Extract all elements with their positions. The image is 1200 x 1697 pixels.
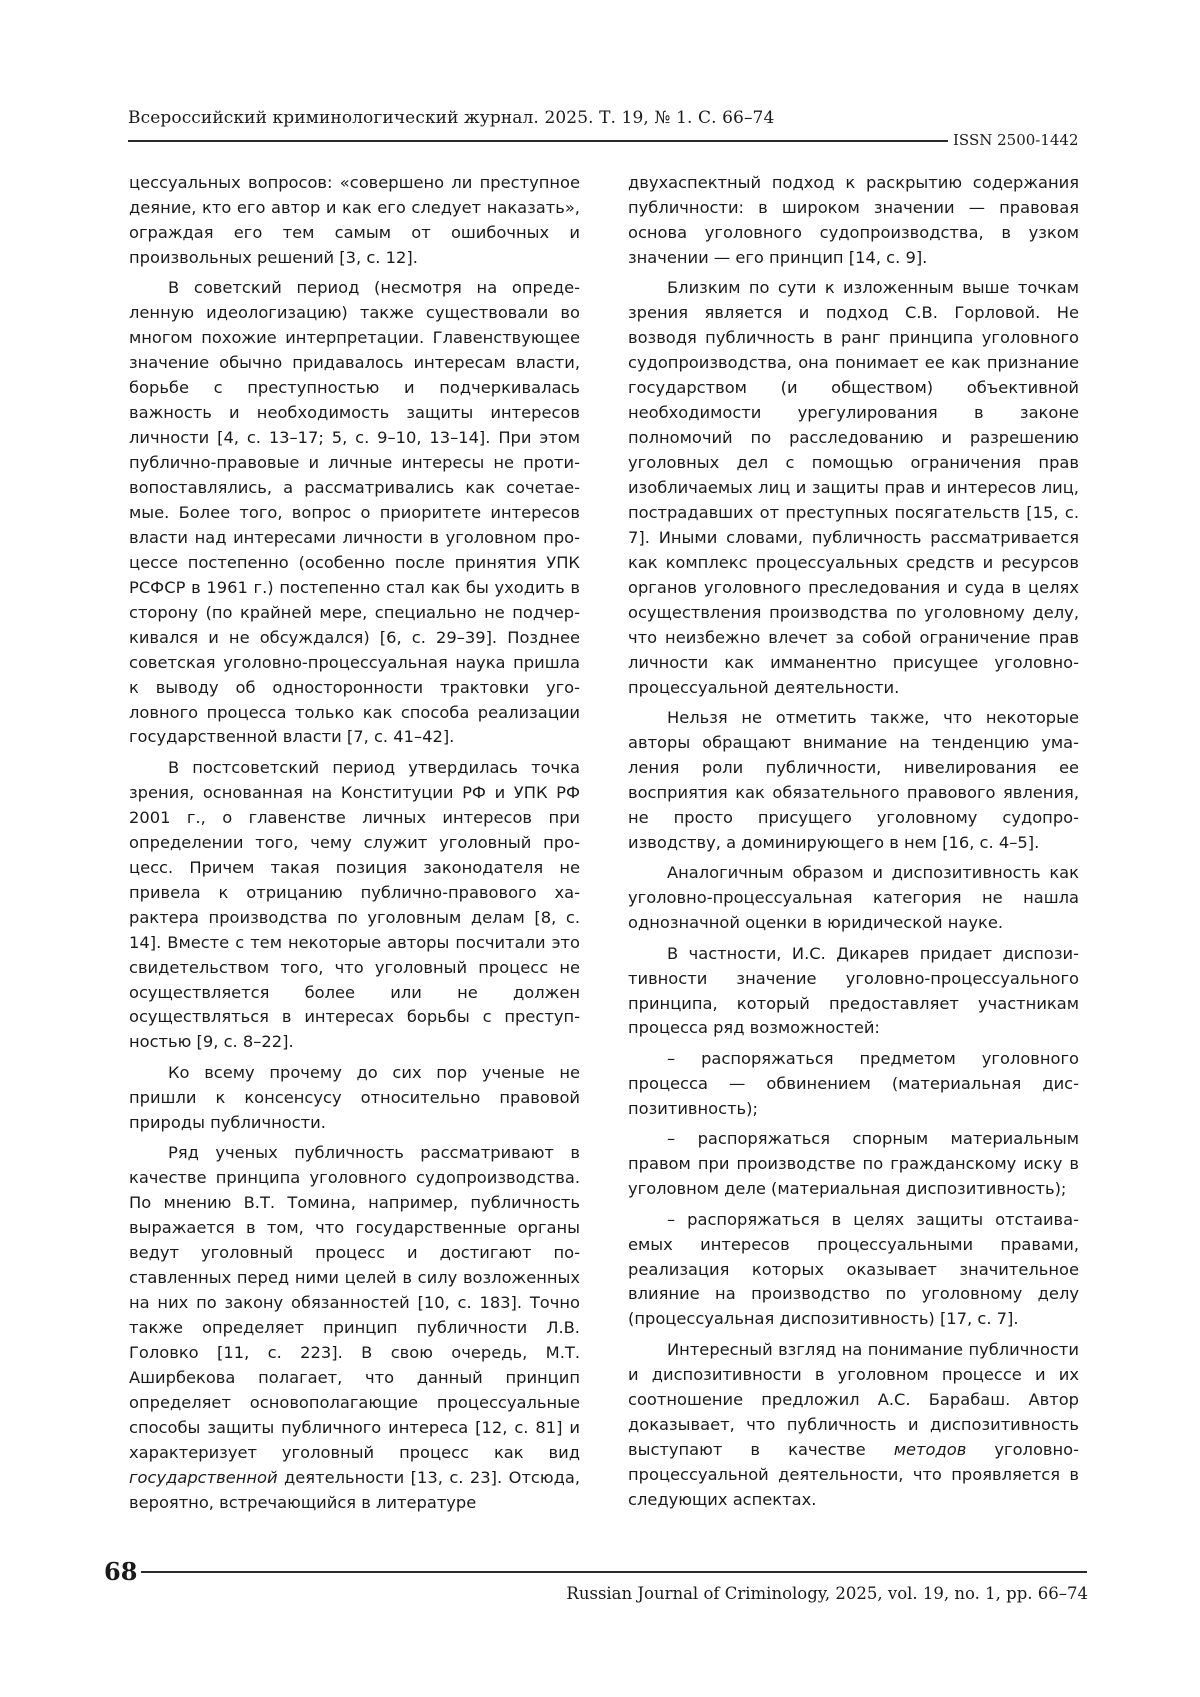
paragraph: Ко всему прочему до сих пор ученые не пришли к консенсусу относительно правовой природы публичности. bbox=[129, 1062, 580, 1132]
paragraph: В советский период (несмотря на определенную идеологизацию) также существовали во многом похожие интерпретации. Главенствующее значение обычно придавалось интересам власти, борьбе с преступностью и подчеркивалась важность и необходимость защиты интересов личности [4, с. 13–17; 5, с. 9–10, 13–14]. При этом публично-правовые и личные интересы не противопоставлялись, а рассматривались как сочетаемые. Более того, вопрос о приоритете интересов власти над интересами личности в уголовном процессе постепенно (особенно после принятия УПК РСФСР в 1961 г.) постепенно стал как бы уходить в сторону (по крайней мере, специально не подчеркивался и не обсуждался) [6, с. 29–39]. Позднее советская уголовно-процессуальная наука пришла к выводу об односторонности трактовки уголовного процесса только как способа реализации государственной власти [7, с. 41–42]. bbox=[129, 278, 580, 747]
left-text-column bbox=[129, 171, 580, 1521]
paragraph: цессуальных вопросов: «совершено ли преступное деяние, кто его автор и как его следует наказать», ограждая его тем самым от ошибочных и произвольных решений [3, с. 12]. bbox=[129, 173, 580, 267]
paragraph bbox=[129, 1141, 580, 1515]
italic-term: государственной bbox=[129, 1467, 278, 1487]
paragraph: В частности, И.С. Дикарев придает диспозитивности значение уголовно-процессуального принципа, который предоставляет участникам процесса ряд возможностей: bbox=[628, 943, 1079, 1038]
paragraph-text: Интересный взгляд на понимание публичности и диспозитивности в уголовном процессе и их соотношение предложил А.С. Барабаш. Автор доказывает, что публичность и диспозитивность выступают в качестве bbox=[628, 1339, 1079, 1459]
footer-rule bbox=[141, 1571, 1087, 1573]
running-footer-title: Russian Journal of Criminology, 2025, vol. 19, no. 1, pp. 66–74 bbox=[566, 1584, 1088, 1603]
issn-label: ISSN 2500-1442 bbox=[953, 131, 1079, 149]
paragraph-text: Ряд ученых публичность рассматривают в качестве принципа уголовного судопроизводства. По мнению В.Т. Томина, например, публичность выражается в том, что государственные органы ведут уголовный процесс и достигают поставленных перед ними целей в силу возложенных на них по закону обязанностей [10, с. 183]. Точно также определяет принцип публичности Л.В. Головко [11, с. 223]. В свою очередь, М.Т. Аширбекова полагает, что данный принцип определяет основополагающие процессуальные способы защиты публичного интереса [12, с. 81] и характеризует уголовный процесс как вид bbox=[129, 1143, 580, 1462]
paragraph: Нельзя не отметить также, что некоторые авторы обращают внимание на тенденцию умаления роли публичности, нивелирования ее восприятия как обязательного правового явления, не просто присущего уголовному судопроизводству, а доминирующего в нем [16, с. 4–5]. bbox=[628, 708, 1079, 852]
right-text-column bbox=[628, 171, 1079, 1518]
paragraph bbox=[628, 1338, 1079, 1513]
italic-term: методов bbox=[893, 1439, 967, 1459]
paragraph: Аналогичным образом и диспозитивность как уголовно-процессуальная категория не нашла однозначной оценки в юридической науке. bbox=[628, 863, 1079, 933]
paragraph: двухаспектный подход к раскрытию содержания публичности: в широком значении — правовая основа уголовного судопроизводства, в узком значении — его принцип [14, с. 9]. bbox=[628, 173, 1079, 267]
list-item: – распоряжаться спорным материальным правом при производстве по гражданскому иску в уголовном деле (материальная диспозитивность); bbox=[628, 1129, 1079, 1199]
running-header-title: Всероссийский криминологический журнал. 2025. Т. 19, № 1. С. 66–74 bbox=[128, 108, 775, 128]
paragraph-text: уголовно-процессуальной деятельности, что проявляется в следующих аспектах. bbox=[628, 1439, 1079, 1509]
list-item: – распоряжаться в целях защиты отстаиваемых интересов процессуальными правами, реализация которых оказывает значительное влияние на производство по уголовному делу (процессуальная диспозитивность) [17, с. 7]. bbox=[628, 1209, 1079, 1329]
paragraph: Близким по сути к изложенным выше точкам зрения является и подход С.В. Горловой. Не возводя публичность в ранг принципа уголовного судопроизводства, она понимает ее как признание государством (и обществом) объективной необходимости урегулирования в законе полномочий по расследованию и разрешению уголовных дел с помощью ограничения прав изобличаемых лиц и защиты прав и интересов лиц, пострадавших от преступных посягательств [15, с. 7]. Иными словами, публичность рассматривается как комплекс процессуальных средств и ресурсов органов уголовного преследования и суда в целях осуществления производства по уголовному делу, что неизбежно влечет за собой ограничение прав личности как имманентно присущее уголовно-процессуальной деятельности. bbox=[628, 278, 1079, 697]
list-item: – распоряжаться предметом уголовного процесса — обвинением (материальная диспозитивность); bbox=[628, 1048, 1079, 1118]
paragraph: В постсоветский период утвердилась точка зрения, основанная на Конституции РФ и УПК РФ 2001 г., о главенстве личных интересов при определении того, чему служит уголовный процесс. Причем такая позиция законодателя не привела к отрицанию публично-правового характера производства по уголовным делам [8, с. 14]. Вместе с тем некоторые авторы посчитали это свидетельством того, что уголовный процесс не осуществляется более или не должен осуществляться в интересах борьбы с преступностью [9, с. 8–22]. bbox=[129, 757, 580, 1052]
paragraph-text: деятельности [13, с. 23]. Отсюда, вероятно, встречающийся в литературе bbox=[129, 1467, 580, 1512]
header-rule bbox=[128, 140, 948, 142]
page-number: 68 bbox=[104, 1557, 138, 1586]
